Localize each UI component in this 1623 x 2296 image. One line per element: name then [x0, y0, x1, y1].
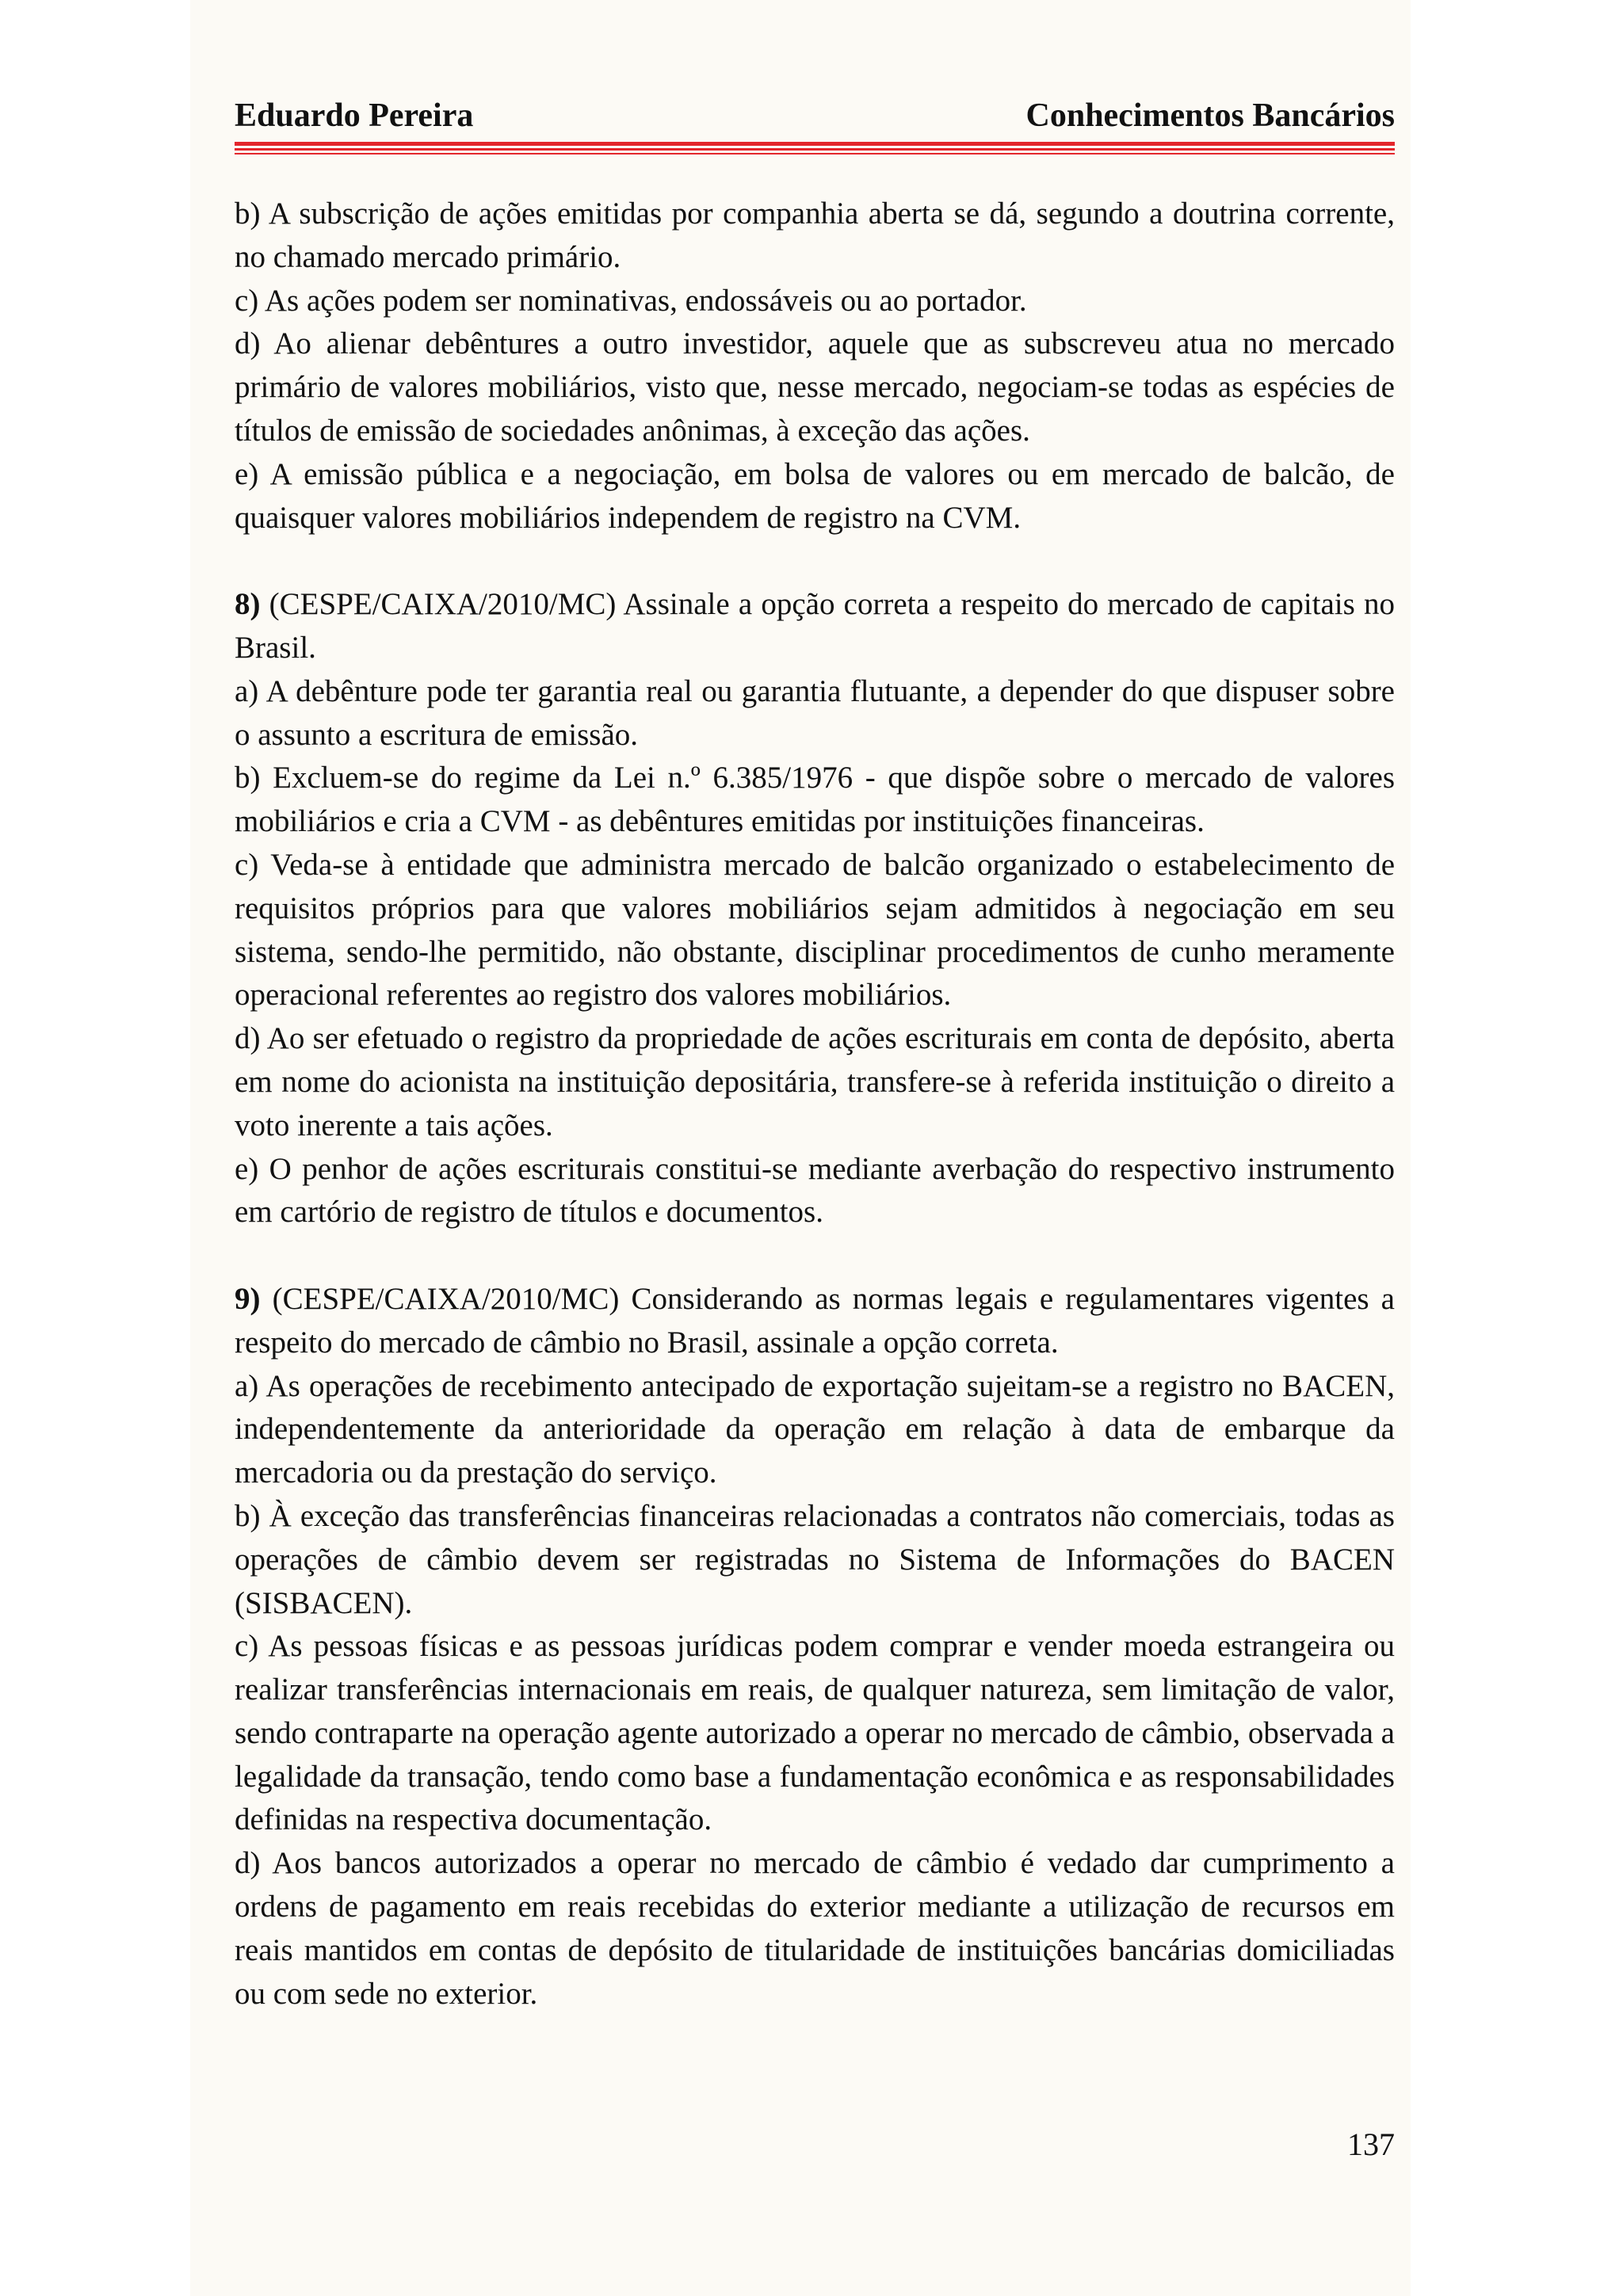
q8-option-b: b) Excluem-se do regime da Lei n.º 6.385/1976 - que dispõe sobre o mercado de valores mobiliários e cria a CVM - as debêntures emitidas por instituições financeiras. [235, 761, 1395, 839]
header-rule [235, 153, 1395, 154]
q7-option-b: b) A subscrição de ações emitidas por companhia aberta se dá, segundo a doutrina corrente, no chamado mercado primário. [235, 196, 1395, 274]
q9-stem [235, 1278, 1395, 1365]
q7-option-d: d) Ao alienar debêntures a outro investidor, aquele que as subscreveu atua no mercado primário de valores mobiliários, visto que, nesse mercado, negociam-se todas as espécies de títulos de emissão de sociedades anônimas, à exceção das ações. [235, 326, 1395, 448]
q8-option-e: e) O penhor de ações escriturais constitui-se mediante averbação do respectivo instrumento em cartório de registro de títulos e documentos. [235, 1151, 1395, 1230]
q8-option-d: d) Ao ser efetuado o registro da propriedade de ações escriturais em conta de depósito, aberta em nome do acionista na instituição depositária, transfere-se à referida instituição o direito a voto inerente a tais ações. [235, 1021, 1395, 1142]
header-author: Eduardo Pereira [235, 97, 474, 134]
q8-stem [235, 583, 1395, 670]
q9-number: 9) [235, 1281, 261, 1316]
q9-option-d: d) Aos bancos autorizados a operar no mercado de câmbio é vedado dar cumprimento a ordens de pagamento em reais recebidas do exterior mediante a utilização de recursos em reais mantidos em contas de depósito de titularidade de instituições bancárias domiciliadas ou com sede no exterior. [235, 1846, 1395, 2011]
q7-option-e: e) A emissão pública e a negociação, em bolsa de valores ou em mercado de balcão, de quaisquer valores mobiliários independem de registro na CVM. [235, 456, 1395, 535]
header-rule [235, 142, 1395, 146]
q9-option-a: a) As operações de recebimento antecipado de exportação sujeitam-se a registro no BACEN, independentemente da anterioridade da operação em relação à data de embarque da mercadoria ou da prestação do serviço. [235, 1368, 1395, 1490]
q9-stem-text: (CESPE/CAIXA/2010/MC) Considerando as normas legais e regulamentares vigentes a respeito do mercado de câmbio no Brasil, assinale a opção correta. [235, 1281, 1395, 1360]
q9-option-b: b) À exceção das transferências financeiras relacionadas a contratos não comerciais, todas as operações de câmbio devem ser registradas no Sistema de Informações do BACEN (SISBACEN). [235, 1498, 1395, 1620]
q8-number: 8) [235, 587, 261, 622]
q8-option-c: c) Veda-se à entidade que administra mercado de balcão organizado o estabelecimento de requisitos próprios para que valores mobiliários sejam admitidos à negociação em seu sistema, sendo-lhe permitido, não obstante, disciplinar procedimentos de cunho meramente operacional referentes ao registro dos valores mobiliários. [235, 847, 1395, 1013]
q8-stem-text: (CESPE/CAIXA/2010/MC) Assinale a opção correta a respeito do mercado de capitais no Brasil. [235, 587, 1395, 665]
header-rule [235, 148, 1395, 151]
page-number: 137 [1347, 2126, 1395, 2162]
header-subject: Conhecimentos Bancários [1025, 97, 1395, 134]
paragraph-gap [235, 1234, 1395, 1278]
page-content [235, 193, 1395, 2016]
q8-option-a: a) A debênture pode ter garantia real ou garantia flutuante, a depender do que dispuser sobre o assunto a escritura de emissão. [235, 673, 1395, 752]
paragraph-gap [235, 540, 1395, 583]
page-header [235, 93, 1395, 141]
q9-option-c: c) As pessoas físicas e as pessoas jurídicas podem comprar e vender moeda estrangeira ou realizar transferências internacionais em reais, de qualquer natureza, sem limitação de valor, sendo contraparte na operação agente autorizado a operar no mercado de câmbio, observada a legalidade da transação, tendo como base a fundamentação econômica e as responsabilidades definidas na respectiva documentação. [235, 1629, 1395, 1837]
q7-option-c: c) As ações podem ser nominativas, endossáveis ou ao portador. [235, 283, 1027, 318]
